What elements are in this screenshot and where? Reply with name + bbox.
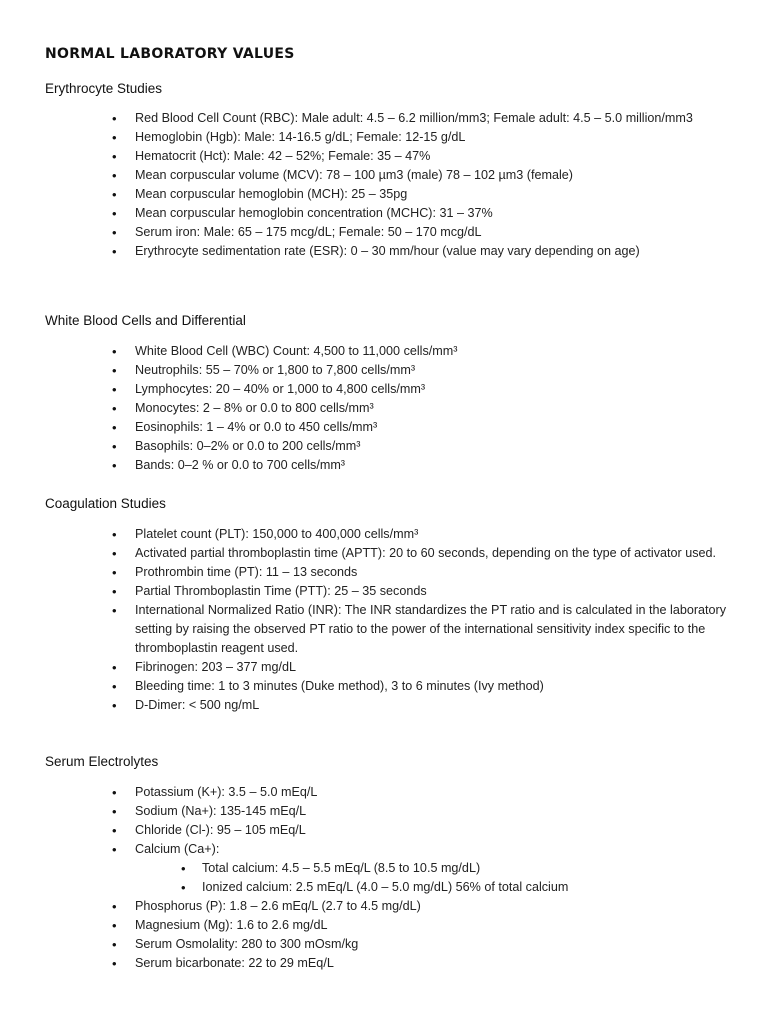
list-item-label: Calcium (Ca+): xyxy=(135,842,220,856)
bullet-list xyxy=(45,109,735,261)
list-item: • Mean corpuscular hemoglobin (MCH): 25 – 35pg xyxy=(45,185,735,204)
list-item: • Bleeding time: 1 to 3 minutes (Duke method), 3 to 6 minutes (Ivy method) xyxy=(45,677,735,696)
list-item: • Basophils: 0–2% or 0.0 to 200 cells/mm³ xyxy=(45,437,735,456)
list-item: • Phosphorus (P): 1.8 – 2.6 mEq/L (2.7 to 4.5 mg/dL) xyxy=(45,897,735,916)
list-item: • Prothrombin time (PT): 11 – 13 seconds xyxy=(45,563,735,582)
list-item: • Serum Osmolality: 280 to 300 mOsm/kg xyxy=(45,935,735,954)
list-item: • Neutrophils: 55 – 70% or 1,800 to 7,800 cells/mm³ xyxy=(45,361,735,380)
list-item: • Bands: 0–2 % or 0.0 to 700 cells/mm³ xyxy=(45,456,735,475)
list-item: • White Blood Cell (WBC) Count: 4,500 to 11,000 cells/mm³ xyxy=(45,342,735,361)
list-item: • Activated partial thromboplastin time (APTT): 20 to 60 seconds, depending on the type of activator used. xyxy=(45,544,735,563)
section-coagulation-studies xyxy=(45,495,735,715)
sub-bullet-list xyxy=(135,859,735,897)
list-item: • Sodium (Na+): 135-145 mEq/L xyxy=(45,802,735,821)
list-item: • Hematocrit (Hct): Male: 42 – 52%; Female: 35 – 47% xyxy=(45,147,735,166)
list-item: • Mean corpuscular hemoglobin concentration (MCHC): 31 – 37% xyxy=(45,204,735,223)
section-serum-electrolytes xyxy=(45,753,735,973)
list-item: • Platelet count (PLT): 150,000 to 400,000 cells/mm³ xyxy=(45,525,735,544)
bullet-list xyxy=(45,342,735,475)
bullet-list xyxy=(45,525,735,715)
list-item: • Chloride (Cl-): 95 – 105 mEq/L xyxy=(45,821,735,840)
list-item: • Partial Thromboplastin Time (PTT): 25 – 35 seconds xyxy=(45,582,735,601)
list-item: • Hemoglobin (Hgb): Male: 14-16.5 g/dL; Female: 12-15 g/dL xyxy=(45,128,735,147)
list-item: • Red Blood Cell Count (RBC): Male adult: 4.5 – 6.2 million/mm3; Female adult: 4.5 – 5.0 million/mm3 xyxy=(45,109,735,128)
section-heading: Serum Electrolytes xyxy=(45,754,159,769)
sub-list-item: • Ionized calcium: 2.5 mEq/L (4.0 – 5.0 mg/dL) 56% of total calcium xyxy=(135,878,735,897)
sub-list-item: • Total calcium: 4.5 – 5.5 mEq/L (8.5 to 10.5 mg/dL) xyxy=(135,859,735,878)
list-item-calcium xyxy=(45,840,735,897)
list-item: • Fibrinogen: 203 – 377 mg/dL xyxy=(45,658,735,677)
list-item: • Serum bicarbonate: 22 to 29 mEq/L xyxy=(45,954,735,973)
list-item: • Serum iron: Male: 65 – 175 mcg/dL; Female: 50 – 170 mcg/dL xyxy=(45,223,735,242)
list-item: • Potassium (K+): 3.5 – 5.0 mEq/L xyxy=(45,783,735,802)
section-heading: White Blood Cells and Differential xyxy=(45,313,246,328)
list-item: • Monocytes: 2 – 8% or 0.0 to 800 cells/mm³ xyxy=(45,399,735,418)
list-item: • Magnesium (Mg): 1.6 to 2.6 mg/dL xyxy=(45,916,735,935)
section-erythrocyte-studies xyxy=(45,80,735,261)
section-heading: Erythrocyte Studies xyxy=(45,81,163,96)
list-item: • Lymphocytes: 20 – 40% or 1,000 to 4,800 cells/mm³ xyxy=(45,380,735,399)
list-item: • D-Dimer: < 500 ng/mL xyxy=(45,696,735,715)
list-item: • Eosinophils: 1 – 4% or 0.0 to 450 cells/mm³ xyxy=(45,418,735,437)
section-heading: Coagulation Studies xyxy=(45,496,166,511)
bullet-list xyxy=(45,783,735,973)
list-item: • International Normalized Ratio (INR): The INR standardizes the PT ratio and is calculated in the laboratory setting by raising the observed PT ratio to the power of the international sensitivity index specific to the thromboplastin reagent used. xyxy=(45,601,735,658)
list-item: • Mean corpuscular volume (MCV): 78 – 100 µm3 (male) 78 – 102 µm3 (female) xyxy=(45,166,735,185)
list-item: • Erythrocyte sedimentation rate (ESR): 0 – 30 mm/hour (value may vary depending on age) xyxy=(45,242,735,261)
section-white-blood-cells xyxy=(45,312,735,475)
page-title: NORMAL LABORATORY VALUES xyxy=(45,46,295,62)
